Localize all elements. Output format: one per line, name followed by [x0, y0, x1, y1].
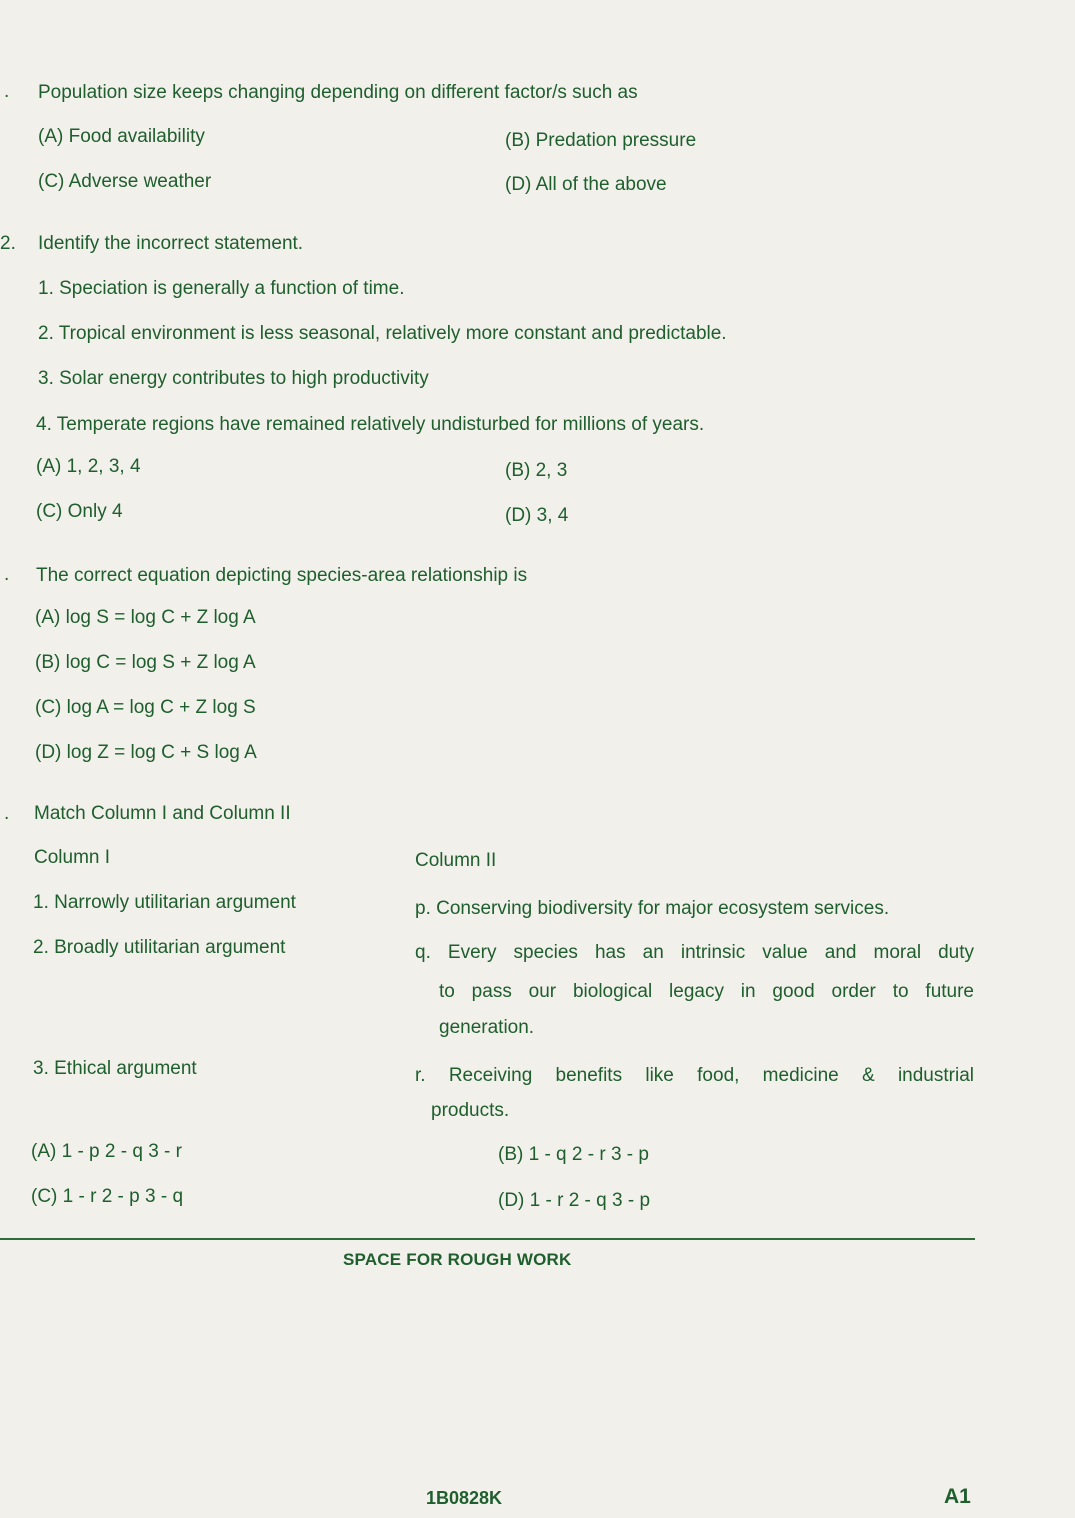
q4-number: . [4, 803, 10, 824]
page-number: A1 [944, 1485, 971, 1508]
q2-option-b: (B) 2, 3 [505, 460, 568, 481]
rough-work-label: SPACE FOR ROUGH WORK [343, 1250, 572, 1269]
q3-option-a: (A) log S = log C + Z log A [35, 607, 256, 628]
column2-item-q-line3: generation. [439, 1017, 535, 1038]
column2-item-q: q. Every species has an intrinsic value and moral duty [415, 942, 974, 963]
q2-text: Identify the incorrect statement. [38, 233, 304, 254]
rough-work-divider [0, 1238, 975, 1240]
q4-option-d: (D) 1 - r 2 - q 3 - p [498, 1190, 651, 1211]
q2-statement-4: 4. Temperate regions have remained relatively undisturbed for millions of years. [36, 414, 705, 435]
q3-number: . [4, 564, 10, 585]
column1-item-1: 1. Narrowly utilitarian argument [33, 892, 296, 913]
q1-option-d: (D) All of the above [505, 174, 667, 195]
q4-option-b: (B) 1 - q 2 - r 3 - p [498, 1144, 649, 1165]
q1-option-a: (A) Food availability [38, 126, 205, 147]
q3-text: The correct equation depicting species-area relationship is [36, 565, 528, 586]
q2-statement-3: 3. Solar energy contributes to high productivity [38, 368, 429, 389]
column2-item-q-line2: to pass our biological legacy in good order to future [439, 981, 974, 1002]
q4-option-a: (A) 1 - p 2 - q 3 - r [31, 1141, 182, 1162]
column1-item-2: 2. Broadly utilitarian argument [33, 937, 286, 958]
paper-code: 1B0828K [426, 1488, 503, 1508]
q2-option-d: (D) 3, 4 [505, 505, 569, 526]
column1-item-3: 3. Ethical argument [33, 1058, 197, 1079]
column2-header: Column II [415, 850, 497, 871]
q4-option-c: (C) 1 - r 2 - p 3 - q [31, 1186, 184, 1207]
q2-option-a: (A) 1, 2, 3, 4 [36, 456, 141, 477]
q3-option-b: (B) log C = log S + Z log A [35, 652, 256, 673]
q1-option-b: (B) Predation pressure [505, 130, 697, 151]
q2-statement-2: 2. Tropical environment is less seasonal, relatively more constant and predictable. [38, 323, 727, 344]
q2-number: 2. [0, 233, 16, 254]
q1-number: . [4, 81, 10, 102]
column2-item-p: p. Conserving biodiversity for major ecosystem services. [415, 898, 890, 919]
column2-item-r: r. Receiving benefits like food, medicine & industrial [415, 1065, 974, 1086]
q3-option-c: (C) log A = log C + Z log S [35, 697, 256, 718]
q1-text: Population size keeps changing depending on different factor/s such as [38, 82, 638, 103]
q2-option-c: (C) Only 4 [36, 501, 123, 522]
column1-header: Column I [34, 847, 111, 868]
q3-option-d: (D) log Z = log C + S log A [35, 742, 257, 763]
q2-statement-1: 1. Speciation is generally a function of time. [38, 278, 405, 299]
q1-option-c: (C) Adverse weather [38, 171, 212, 192]
q4-text: Match Column I and Column II [34, 803, 291, 824]
column2-item-r-line2: products. [431, 1100, 510, 1121]
